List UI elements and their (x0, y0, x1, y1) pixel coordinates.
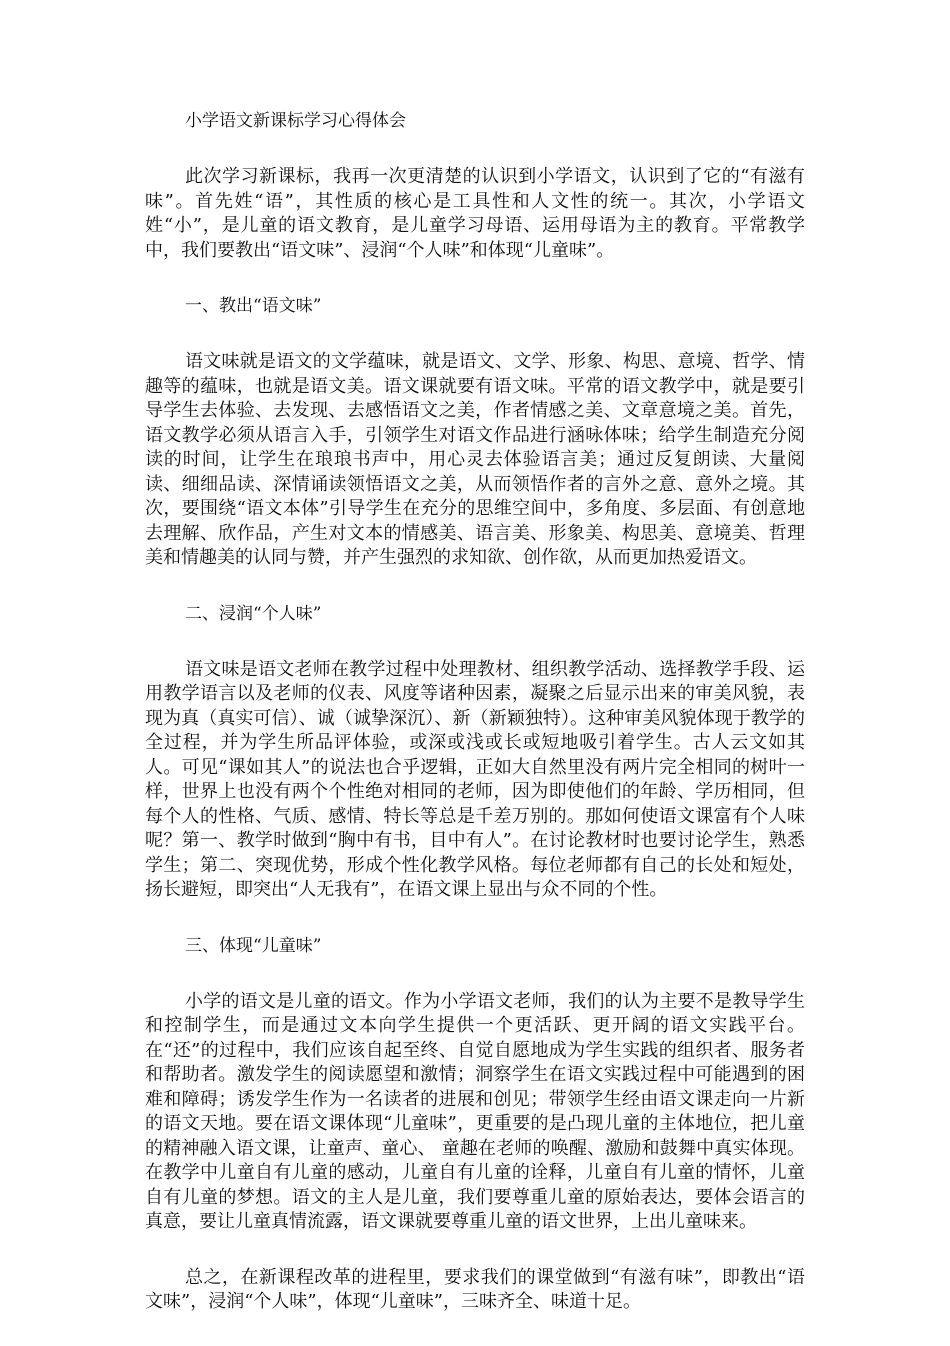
document-title: 小学语文新课标学习心得体会 (185, 111, 406, 131)
section-heading-1: 一、教出“语文味” (185, 296, 322, 316)
section-heading-3: 三、体现“儿童味” (185, 935, 322, 956)
section-body-1: 语文味就是语文的文学蕴味，就是语文、文学、形象、构思、意境、哲学、情趣等的蕴味，也就是语文美。语文课就要有语文味。平常的语文教学中，就是要引导学生去体验、去发现、去感悟语文之美，作者情感之美、文章意境之美。首先，语文教学必须从语言入手，引领学生对语文作品进行涵咏体味；给学生制造充分阅读的时间，让学生在琅琅书声中，用心灵去体验语言美；通过反复朗读、大量阅读、细细品读、深情诵读领悟语文之美，从而领悟作者的言外之意、意外之境。其次，要围绕“语文本体”引导学生在充分的思维空间中，多角度、多层面、有创意地去理解、欣作品，产生对文本的情感美、语言美、形象美、构思美、意境美、哲理美和情趣美的认同与赞，并产生强烈的求知欲、创作欲，从而更加热爱语文。 (145, 351, 805, 568)
section-body-2: 语文味是语文老师在教学过程中处理教材、组织教学活动、选择教学手段、运用教学语言以及老师的仪表、风度等诸种因素，凝聚之后显示出来的审美风貌，表现为真（真实可信）、诚（诚挚深沉）、新（新颖独特）。这种审美风貌体现于教学的全过程，并为学生所品评体验，或深或浅或长或短地吸引着学生。古人云文如其人。可见“课如其人”的说法也合乎逻辑，正如大自然里没有两片完全相同的树叶一样，世界上也没有两个个性绝对相同的老师，因为即使他们的年龄、学历相同，但每个人的性格、气质、感情、特长等总是千差万别的。那如何使语文课富有个人味呢？第一、教学时做到“胸中有书，目中有人”。在讨论教材时也要讨论学生，熟悉学生；第二、突现优势，形成个性化教学风格。每位老师都有自己的长处和短处，扬长避短，即突出“人无我有”，在语文课上显出与众不同的个性。 (145, 658, 805, 900)
section-heading-2: 二、浸润“个人味” (185, 603, 322, 624)
section-body-3: 小学的语文是儿童的语文。作为小学语文老师，我们的认为主要不是教导学生和控制学生，而是通过文本向学生提供一个更活跃、更开阔的语文实践平台。在“还”的过程中，我们应该自起至终、自觉自愿地成为学生实践的组织者、服务者和帮助者。激发学生的阅读愿望和激情；洞察学生在语文实践过程中可能遇到的困难和障碍；诱发学生作为一名读者的进展和创见；带领学生经由语文课走向一片新的语文天地。要在语文课体现“儿童味”，更重要的是凸现儿童的主体地位，把儿童的精神融入语文课，让童声、童心、 童趣在老师的唤醒、激励和鼓舞中真实体现。在教学中儿童自有儿童的感动，儿童自有儿童的诠释，儿童自有儿童的情怀，儿童自有儿童的梦想。语文的主人是儿童，我们要尊重儿童的原始表达，要体会语言的真意，要让儿童真情流露，语文课就要尊重儿童的语文世界，上出儿童味来。 (145, 990, 805, 1232)
intro-paragraph: 此次学习新课标，我再一次更清楚的认识到小学语文，认识到了它的“有滋有味”。首先姓“语”，其性质的核心是工具性和人文性的统一。其次，小学语文姓“小”，是儿童的语文教育，是儿童学习母语、运用母语为主的教育。平常教学中，我们要教出“语文味”、浸润“个人味”和体现“儿童味”。 (145, 166, 805, 261)
document-body (145, 109, 805, 1346)
conclusion-paragraph: 总之，在新课程改革的进程里，要求我们的课堂做到“有滋有味”，即教出“语文味”，浸润“个人味”，体现“儿童味”，三味齐全、味道十足。 (145, 1266, 805, 1312)
